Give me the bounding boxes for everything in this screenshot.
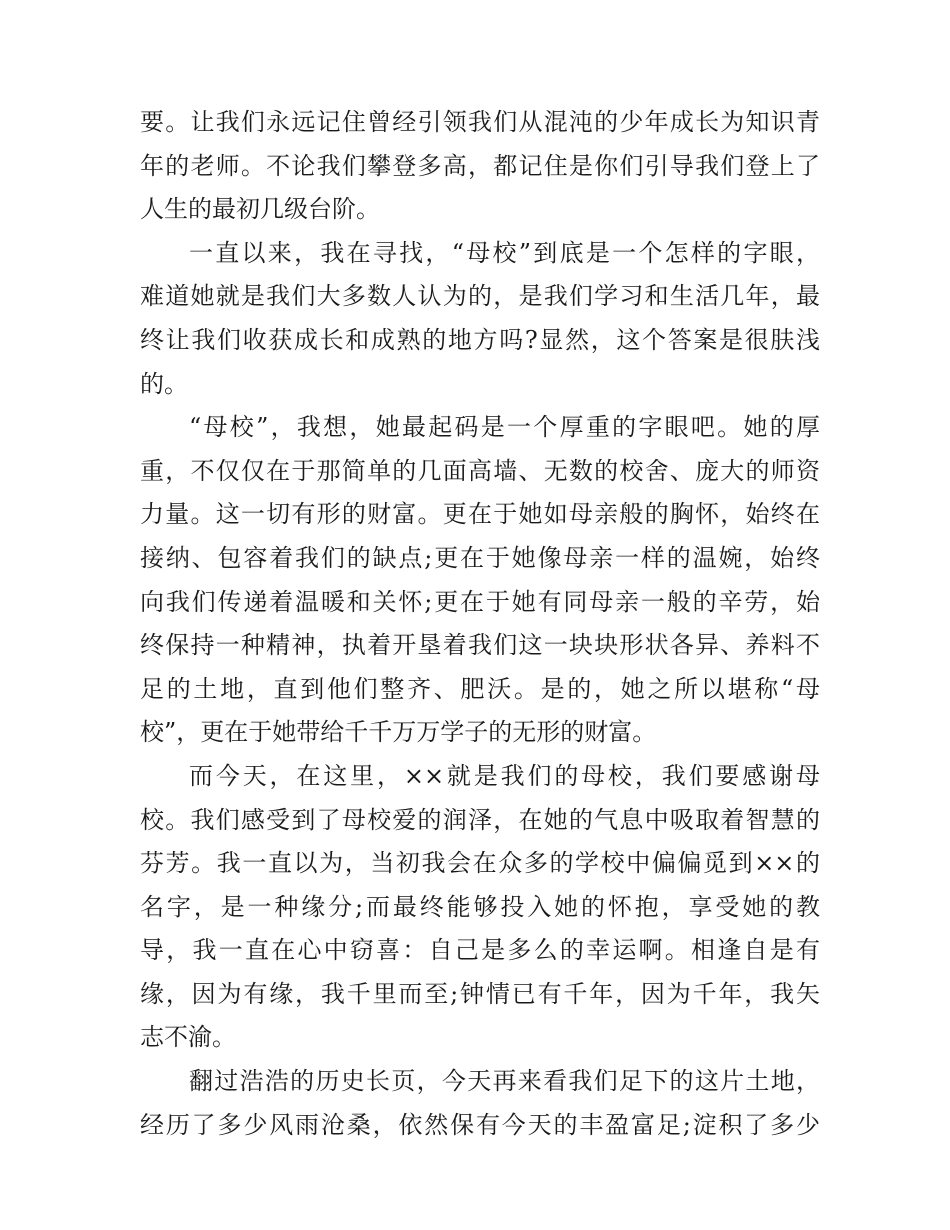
text-line: 重，不仅仅在于那简单的几面高墙、无数的校舍、庞大的师资 — [140, 456, 820, 485]
text-line: 终让我们收获成长和成熟的地方吗?显然，这个答案是很肤浅 — [140, 325, 820, 354]
text-line: 年的老师。不论我们攀登多高，都记住是你们引导我们登上了 — [140, 151, 820, 180]
text-line: 缘，因为有缘，我千里而至;钟情已有千年，因为千年，我矢 — [140, 979, 820, 1008]
text-line: 力量。这一切有形的财富。更在于她如母亲般的胸怀，始终在 — [140, 500, 820, 529]
text-line: 志不渝。 — [140, 1023, 236, 1052]
text-line: 导，我一直在心中窃喜：自己是多么的幸运啊。相逢自是有 — [140, 936, 820, 965]
text-line: 难道她就是我们大多数人认为的，是我们学习和生活几年，最 — [140, 282, 820, 311]
text-line: 要。让我们永远记住曾经引领我们从混沌的少年成长为知识青 — [140, 108, 820, 136]
text-line: 名字，是一种缘分;而最终能够投入她的怀抱，享受她的教 — [140, 892, 820, 921]
text-line: 人生的最初几级台阶。 — [140, 195, 380, 224]
text-line: 向我们传递着温暖和关怀;更在于她有同母亲一般的辛劳，始 — [140, 587, 820, 616]
text-line: 翻过浩浩的历史长页，今天再来看我们足下的这片土地， — [189, 1067, 820, 1096]
text-line: 一直以来，我在寻找，“母校”到底是一个怎样的字眼， — [189, 238, 820, 267]
body-text — [140, 101, 820, 1147]
text-line: 经历了多少风雨沧桑，依然保有今天的丰盈富足;淀积了多少 — [140, 1110, 820, 1139]
text-line: “母校”，我想，她最起码是一个厚重的字眼吧。她的厚 — [189, 413, 820, 442]
text-line: 芬芳。我一直以为，当初我会在众多的学校中偏偏觅到××的 — [140, 849, 820, 878]
text-line: 足的土地，直到他们整齐、肥沃。是的，她之所以堪称“母 — [140, 674, 820, 703]
text-line: 的。 — [140, 369, 188, 398]
text-line: 接纳、包容着我们的缺点;更在于她像母亲一样的温婉，始终 — [140, 543, 820, 572]
text-line: 而今天，在这里，××就是我们的母校，我们要感谢母 — [189, 761, 820, 790]
text-line: 校”，更在于她带给千千万万学子的无形的财富。 — [140, 718, 657, 747]
text-line: 终保持一种精神，执着开垦着我们这一块块形状各异、养料不 — [140, 631, 820, 660]
text-line: 校。我们感受到了母校爱的润泽，在她的气息中吸取着智慧的 — [140, 805, 820, 834]
